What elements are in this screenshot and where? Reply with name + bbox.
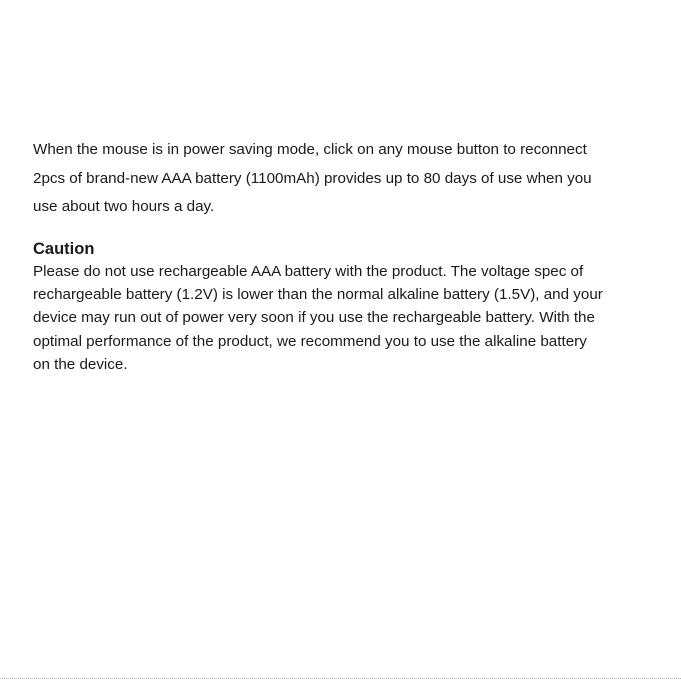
intro-line: use about two hours a day. [33,198,215,215]
caution-heading: Caution [33,240,95,258]
intro-line: When the mouse is in power saving mode, click on any mouse button to reconnect [33,141,587,158]
caution-paragraph [33,260,673,376]
caution-line: optimal performance of the product, we recommend you to use the alkaline battery [33,332,587,350]
page-bottom-divider [0,678,681,679]
caution-line: Please do not use rechargeable AAA battery with the product. The voltage spec of [33,263,584,280]
caution-line: rechargeable battery (1.2V) is lower than the normal alkaline battery (1.5V), and your [33,286,603,304]
caution-line: device may run out of power very soon if you use the rechargeable battery. With the [33,309,595,327]
intro-paragraph [33,136,663,222]
caution-line: on the device. [33,355,128,373]
intro-line: 2pcs of brand-new AAA battery (1100mAh) provides up to 80 days of use when you [33,169,592,187]
